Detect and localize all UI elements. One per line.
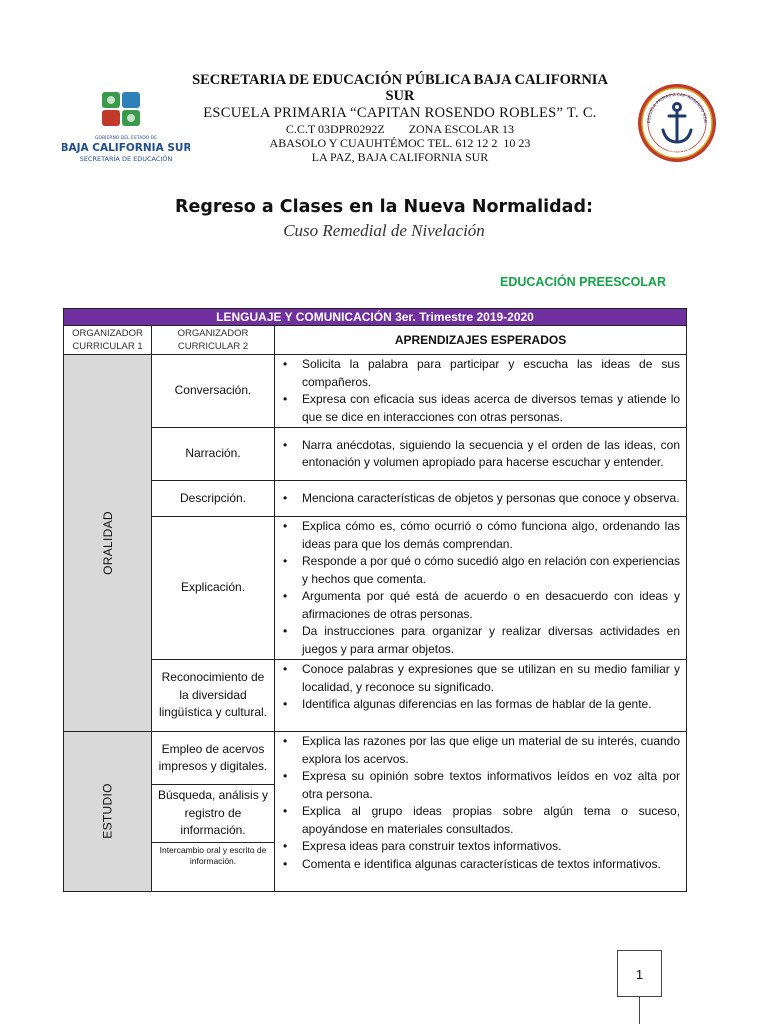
table-row — [64, 660, 687, 732]
table-row — [64, 355, 687, 428]
organizador-2-cell: Empleo de acervos impresos y digitales. — [152, 732, 275, 785]
list-item: • Argumenta por qué está de acuerdo o en desacuerdo con ideas y afirmaciones de otras personas. — [279, 588, 680, 623]
aprendizajes-cell — [275, 428, 687, 481]
svg-text:SECRETARÍA DE EDUCACIÓN: SECRETARÍA DE EDUCACIÓN — [79, 155, 173, 163]
table-band-row — [64, 309, 687, 326]
list-item: • Expresa con eficacia sus ideas acerca de diversos temas y atiende lo que se dice en interacciones con otras personas. — [279, 391, 680, 426]
document-subtitle: Cuso Remedial de Nivelación — [283, 221, 485, 240]
school-name: ESCUELA PRIMARIA “CAPITAN ROSENDO ROBLES” T. C. — [203, 105, 597, 121]
organizador-estudio: ESTUDIO — [64, 732, 152, 892]
svg-text:BAJA CALIFORNIA SUR: BAJA CALIFORNIA SUR — [62, 142, 190, 154]
secretaria-title-cont: SUR — [385, 88, 415, 104]
col-organizador-1: ORGANIZADOR CURRICULAR 1 — [64, 326, 152, 355]
organizador-2-cell: Narración. — [152, 428, 275, 481]
curriculum-table — [63, 308, 687, 892]
subject-band: LENGUAJE Y COMUNICACIÓN 3er. Trimestre 2019-2020 — [64, 309, 687, 326]
list-item: • Expresa ideas para construir textos informativos. — [279, 838, 680, 856]
aprendizajes-cell — [275, 517, 687, 660]
organizador-2-cell: Explicación. — [152, 517, 275, 660]
list-item: • Solicita la palabra para participar y escucha las ideas de sus compañeros. — [279, 356, 680, 391]
school-address: ABASOLO Y CUAUHTÉMOC TEL. 612 12 2 10 23 — [269, 136, 531, 150]
aprendizajes-cell — [275, 355, 687, 428]
secretaria-title: SECRETARIA DE EDUCACIÓN PÚBLICA BAJA CALIFORNIA — [192, 72, 608, 88]
school-city: LA PAZ, BAJA CALIFORNIA SUR — [311, 150, 489, 164]
aprendizajes-cell — [275, 481, 687, 517]
list-item: • Explica al grupo ideas propias sobre algún tema o suceso, apoyándose en materiales consultados. — [279, 803, 680, 838]
list-item: • Expresa su opinión sobre textos informativos leídos en voz alta por otra persona. — [279, 768, 680, 803]
col-organizador-2: ORGANIZADOR CURRICULAR 2 — [152, 326, 275, 355]
list-item: • Explica las razones por las que elige un material de su interés, cuando explora los acervos. — [279, 733, 680, 768]
letterhead-text — [190, 72, 610, 164]
table-row — [64, 481, 687, 517]
svg-text:ESCUELA PRIMARIA CAP. ROSENDO: ESCUELA PRIMARIA CAP. ROSENDO ROB — [645, 91, 709, 124]
list-item: • Responde a por qué o cómo sucedió algo en relación con experiencias y hechos que comenta. — [279, 553, 680, 588]
list-item: • Conoce palabras y expresiones que se utilizan en su medio familiar y localidad, y reconoce su significado. — [279, 661, 680, 696]
baja-california-sur-logo — [62, 86, 190, 172]
table-header-row — [64, 326, 687, 355]
aprendizajes-cell — [275, 732, 687, 892]
list-item: • Narra anécdotas, siguiendo la secuencia y el orden de las ideas, con entonación y volumen apropiado para hacerse escuchar y entender. — [279, 437, 680, 472]
table-row — [64, 428, 687, 481]
organizador-2-cell: Búsqueda, análisis y registro de información. — [152, 785, 275, 843]
organizador-2-cell: Conversación. — [152, 355, 275, 428]
organizador-2-cell: Descripción. — [152, 481, 275, 517]
organizador-2-cell: Intercambio oral y escrito de información. — [152, 842, 275, 891]
svg-text:La Paz, B.C.S.: La Paz, B.C.S. — [663, 149, 691, 154]
table-row — [64, 732, 687, 785]
education-level: EDUCACIÓN PREESCOLAR — [500, 275, 666, 289]
aprendizajes-cell — [275, 660, 687, 732]
school-seal-logo — [636, 82, 718, 164]
page-number: 1 — [617, 950, 662, 997]
list-item: • Explica cómo es, cómo ocurrió o cómo funciona algo, ordenando las ideas para que los demás comprendan. — [279, 518, 680, 553]
col-aprendizajes: APRENDIZAJES ESPERADOS — [275, 326, 687, 355]
document-title: Regreso a Clases en la Nueva Normalidad: — [174, 197, 594, 217]
organizador-oralidad: ORALIDAD — [64, 355, 152, 732]
organizador-2-cell: Reconocimiento de la diversidad lingüística y cultural. — [152, 660, 275, 732]
table-row — [64, 517, 687, 660]
letterhead — [0, 0, 768, 180]
svg-text:GOBIERNO DEL ESTADO DE: GOBIERNO DEL ESTADO DE — [95, 136, 157, 141]
list-item: • Menciona características de objetos y personas que conoce y observa. — [279, 490, 680, 508]
list-item: • Da instrucciones para organizar y realizar diversas actividades en juegos y para armar objetos. — [279, 623, 680, 658]
page-number-line — [639, 997, 640, 1024]
school-cct: C.C.T 03DPR0292Z ZONA ESCOLAR 13 — [285, 122, 515, 136]
list-item: • Identifica algunas diferencias en las formas de hablar de la gente. — [279, 696, 680, 714]
list-item: • Comenta e identifica algunas características de textos informativos. — [279, 856, 680, 874]
